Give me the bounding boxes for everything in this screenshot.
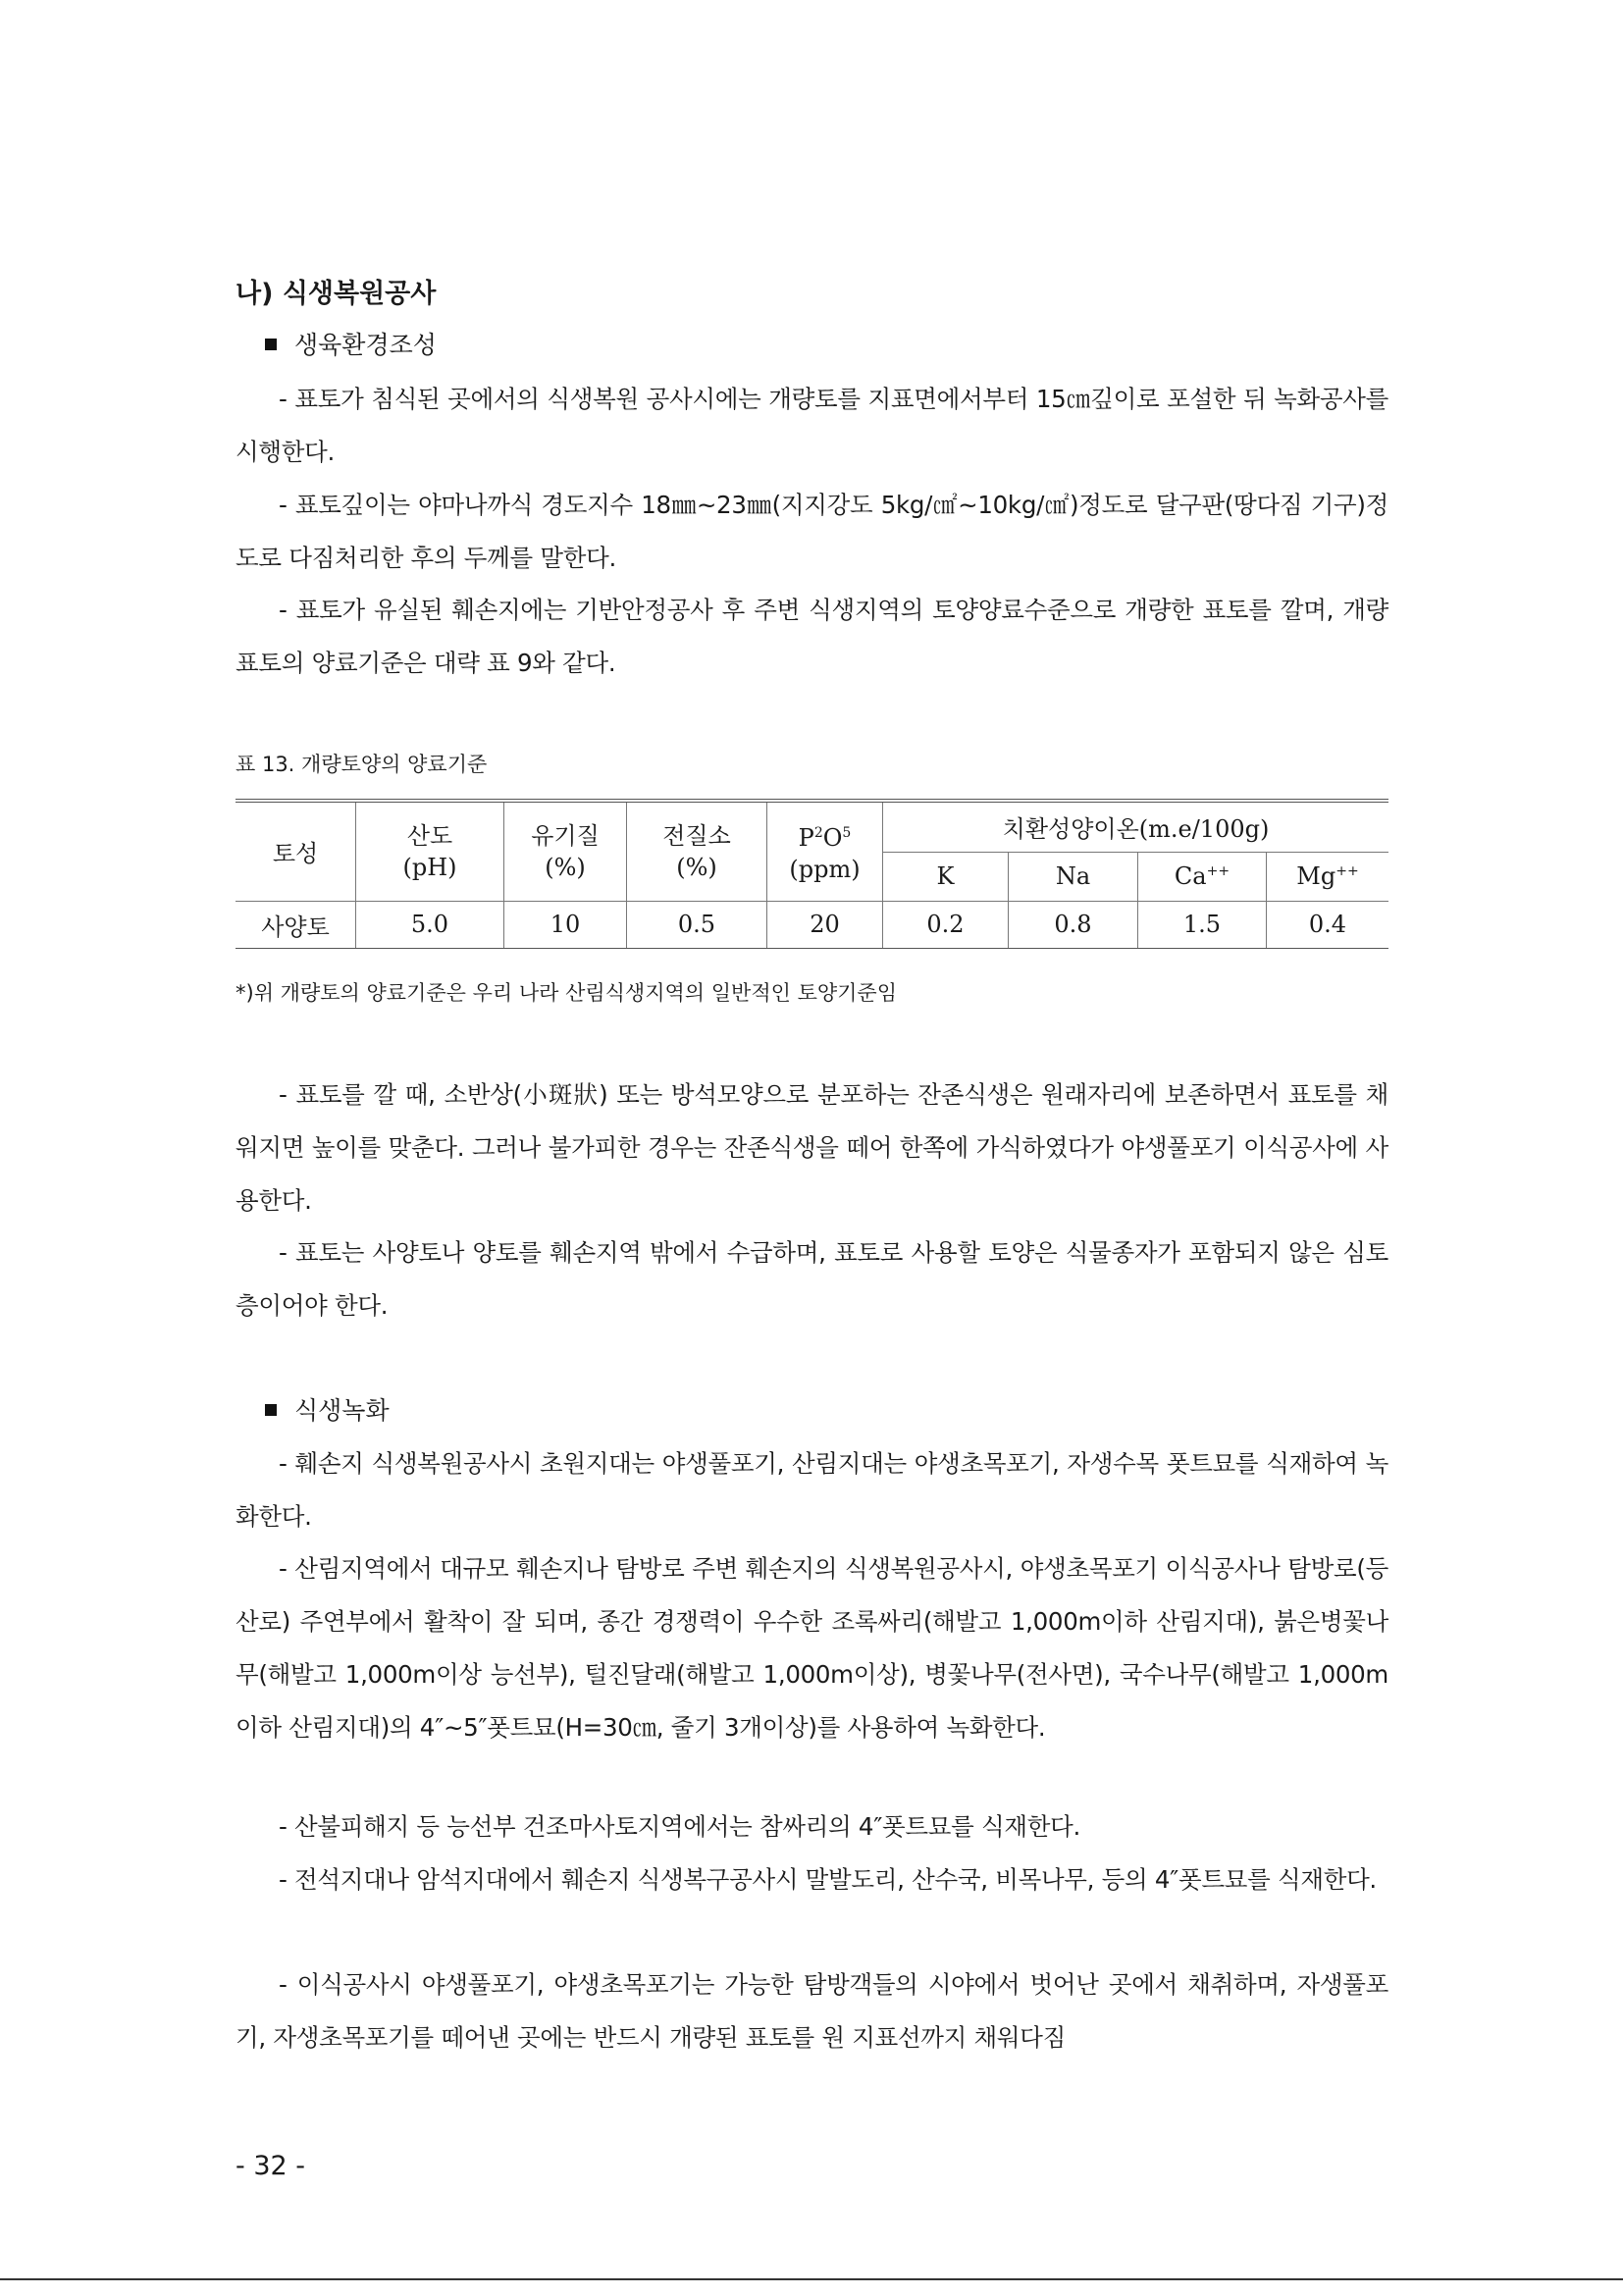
section-title: 나) 식생복원공사 bbox=[236, 279, 437, 309]
paragraph-c4: - 전석지대나 암석지대에서 훼손지 식생복구공사시 말발도리, 산수국, 비목나무, 등의 4″폿트묘를 식재한다. bbox=[279, 1865, 1377, 1894]
soil-nutrient-table bbox=[236, 799, 1388, 949]
header-ca: Ca++ bbox=[1138, 852, 1267, 901]
header-organic: 유기질 (%) bbox=[504, 801, 627, 901]
bullet-heading-growth-environment: 생육환경조성 bbox=[265, 326, 437, 361]
cell-phosphorus: 20 bbox=[767, 901, 883, 948]
square-bullet-icon bbox=[265, 339, 277, 350]
page-number: - 32 - bbox=[236, 2151, 306, 2181]
bullet-heading-vegetation-greening: 식생녹화 bbox=[265, 1391, 390, 1427]
header-k: K bbox=[883, 852, 1009, 901]
cell-mg: 0.4 bbox=[1267, 901, 1389, 948]
paragraph-b2: - 표토는 사양토나 양토를 훼손지역 밖에서 수급하며, 표토로 사용할 토양은 식물종자가 포함되지 않은 심토층이어야 한다. bbox=[236, 1238, 1388, 1320]
header-phosphorus: $P^2O^5$ (ppm) bbox=[767, 801, 883, 901]
header-exchangeable-cations: 치환성양이온(m.e/100g) bbox=[883, 801, 1389, 852]
header-acidity: 산도 (pH) bbox=[356, 801, 504, 901]
header-nitrogen: 전질소 (%) bbox=[627, 801, 767, 901]
square-bullet-icon bbox=[265, 1404, 277, 1416]
table-row bbox=[236, 901, 1388, 948]
cell-nitrogen: 0.5 bbox=[627, 901, 767, 948]
paragraph-c5: - 이식공사시 야생풀포기, 야생초목포기는 가능한 탐방객들의 시야에서 벗어난 곳에서 채취하며, 자생풀포기, 자생초목포기를 떼어낸 곳에는 반드시 개량된 표토를 원 지표선까지 채워다짐 bbox=[236, 1970, 1388, 2052]
bottom-border bbox=[0, 2278, 1623, 2296]
table-note: *)위 개량토의 양료기준은 우리 나라 산림식생지역의 일반적인 토양기준임 bbox=[236, 981, 897, 1005]
header-na: Na bbox=[1009, 852, 1138, 901]
header-soil: 토성 bbox=[236, 801, 356, 901]
paragraph-a3: - 표토가 유실된 훼손지에는 기반안정공사 후 주변 식생지역의 토양양료수준으로 개량한 표토를 깔며, 개량표토의 양료기준은 대략 표 9와 같다. bbox=[236, 596, 1388, 677]
cell-k: 0.2 bbox=[883, 901, 1009, 948]
paragraph-b1: - 표토를 깔 때, 소반상(小斑狀) 또는 방석모양으로 분포하는 잔존식생은 원래자리에 보존하면서 표토를 채워지면 높이를 맞춘다. 그러나 불가피한 경우는 잔존식생을 떼어 한쪽에 가식하였다가 야생풀포기 이식공사에 사용한다. bbox=[236, 1080, 1388, 1215]
cell-ca: 1.5 bbox=[1138, 901, 1267, 948]
cell-na: 0.8 bbox=[1009, 901, 1138, 948]
table-caption: 표 13. 개량토양의 양료기준 bbox=[236, 753, 488, 776]
paragraph-c2: - 산림지역에서 대규모 훼손지나 탐방로 주변 훼손지의 식생복원공사시, 야생초목포기 이식공사나 탐방로(등산로) 주연부에서 활착이 잘 되며, 종간 경쟁력이 우수한 조록싸리(해발고 1,000m이하 산림지대), 붉은병꽃나무(해발고 1,000m이상 능선부), 털진달래(해발고 1,000m이상), 병꽃나무(전사면), 국수나무(해발고 1,000m이하 산림지대)의 4″~5″폿트묘(H=30㎝, 줄기 3개이상)를 사용하여 녹화한다. bbox=[236, 1554, 1388, 1742]
cell-organic: 10 bbox=[504, 901, 627, 948]
paragraph-c3: - 산불피해지 등 능선부 건조마사토지역에서는 참싸리의 4″폿트묘를 식재한다. bbox=[279, 1812, 1080, 1841]
paragraph-a2: - 표토깊이는 야마나까식 경도지수 18㎜~23㎜(지지강도 5kg/㎠~10kg/㎠)정도로 달구판(땅다짐 기구)정도로 다짐처리한 후의 두께를 말한다. bbox=[236, 491, 1388, 572]
table-header-row bbox=[236, 801, 1388, 852]
cell-soil: 사양토 bbox=[236, 901, 356, 948]
cell-ph: 5.0 bbox=[356, 901, 504, 948]
paragraph-a1: - 표토가 침식된 곳에서의 식생복원 공사시에는 개량토를 지표면에서부터 15㎝깊이로 포설한 뒤 녹화공사를 시행한다. bbox=[236, 385, 1388, 466]
header-mg: Mg++ bbox=[1267, 852, 1389, 901]
paragraph-c1: - 훼손지 식생복원공사시 초원지대는 야생풀포기, 산림지대는 야생초목포기, 자생수목 폿트묘를 식재하여 녹화한다. bbox=[236, 1449, 1388, 1531]
